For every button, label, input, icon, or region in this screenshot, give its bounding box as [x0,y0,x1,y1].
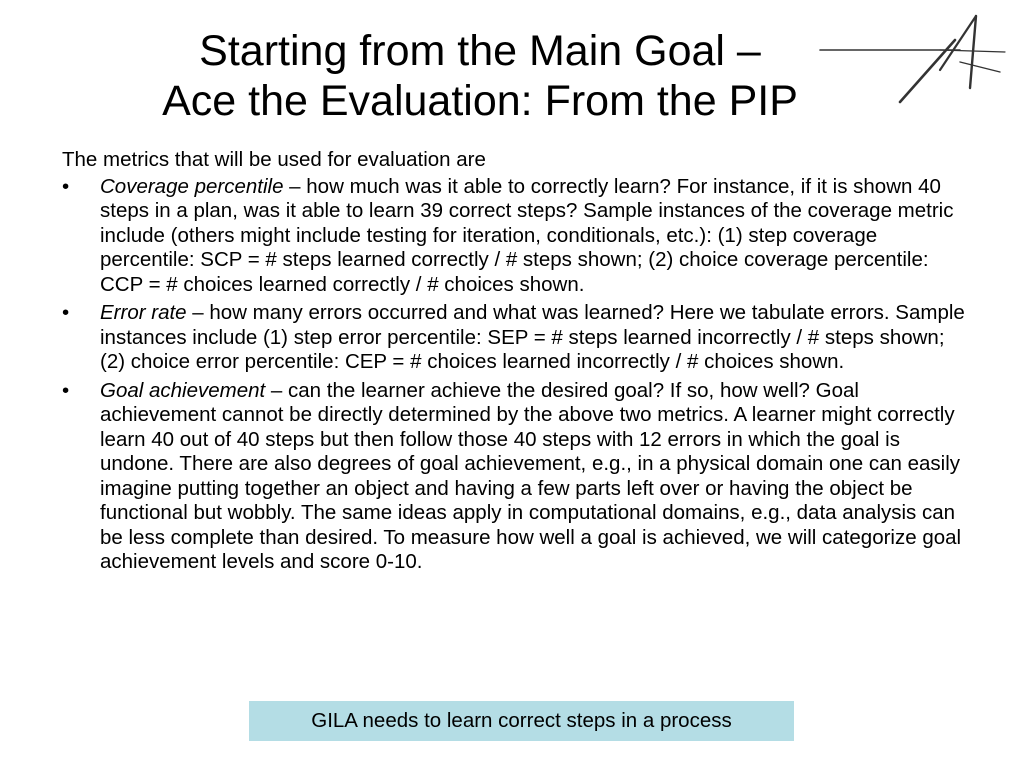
metric-term: Coverage percentile [100,174,284,198]
metric-description: – how much was it able to correctly learn? For instance, if it is shown 40 steps in a plan, was it able to learn 39 correct steps? Sample instances of the coverage metric include (others might include testing for iteration, conditionals, etc.): (1) step coverage percentile: SCP = # steps learned correctly / # steps shown; (2) choice coverage percentile: CCP = # choices learned correctly / # choices shown. [100,174,954,296]
list-item [62,301,967,375]
bullet-icon: • [62,301,70,324]
title-line-2: Ace the Evaluation: From the PIP [162,77,798,125]
bullet-icon: • [62,378,70,402]
metrics-list [62,175,967,575]
title-line-1: Starting from the Main Goal – [199,27,761,75]
metric-description: – can the learner achieve the desired goal? If so, how well? Goal achievement cannot be directly determined by the above two metrics. A learner might correctly learn 40 out of 40 steps but then follow those 40 steps with 12 errors in which the goal is undone. There are also degrees of goal achievement, e.g., in a physical domain one can easily imagine putting together an object and having a few parts left over or having the object be functional but wobbly. The same ideas apply in computational domains, e.g., data analysis can be less complete than desired. To measure how well a goal is achieved, we will categorize goal achievement levels and score 0-10. [100,378,962,573]
list-item [62,379,967,575]
metric-term: Goal achievement [100,378,266,402]
slide-title [40,26,920,126]
intro-text: The metrics that will be used for evaluation are [62,148,486,171]
callout-box: GILA needs to learn correct steps in a process [249,701,794,741]
list-item [62,175,967,298]
slide-body [62,148,967,579]
metric-term: Error rate [100,301,187,324]
star-logo-icon [800,10,1010,110]
bullet-icon: • [62,174,70,198]
metric-description: – how many errors occurred and what was learned? Here we tabulate errors. Sample instances include (1) step error percentile: SEP = # steps learned incorrectly / # steps shown; (2) choice error percentile: CEP = # choices learned incorrectly / # choices shown. [100,301,965,373]
